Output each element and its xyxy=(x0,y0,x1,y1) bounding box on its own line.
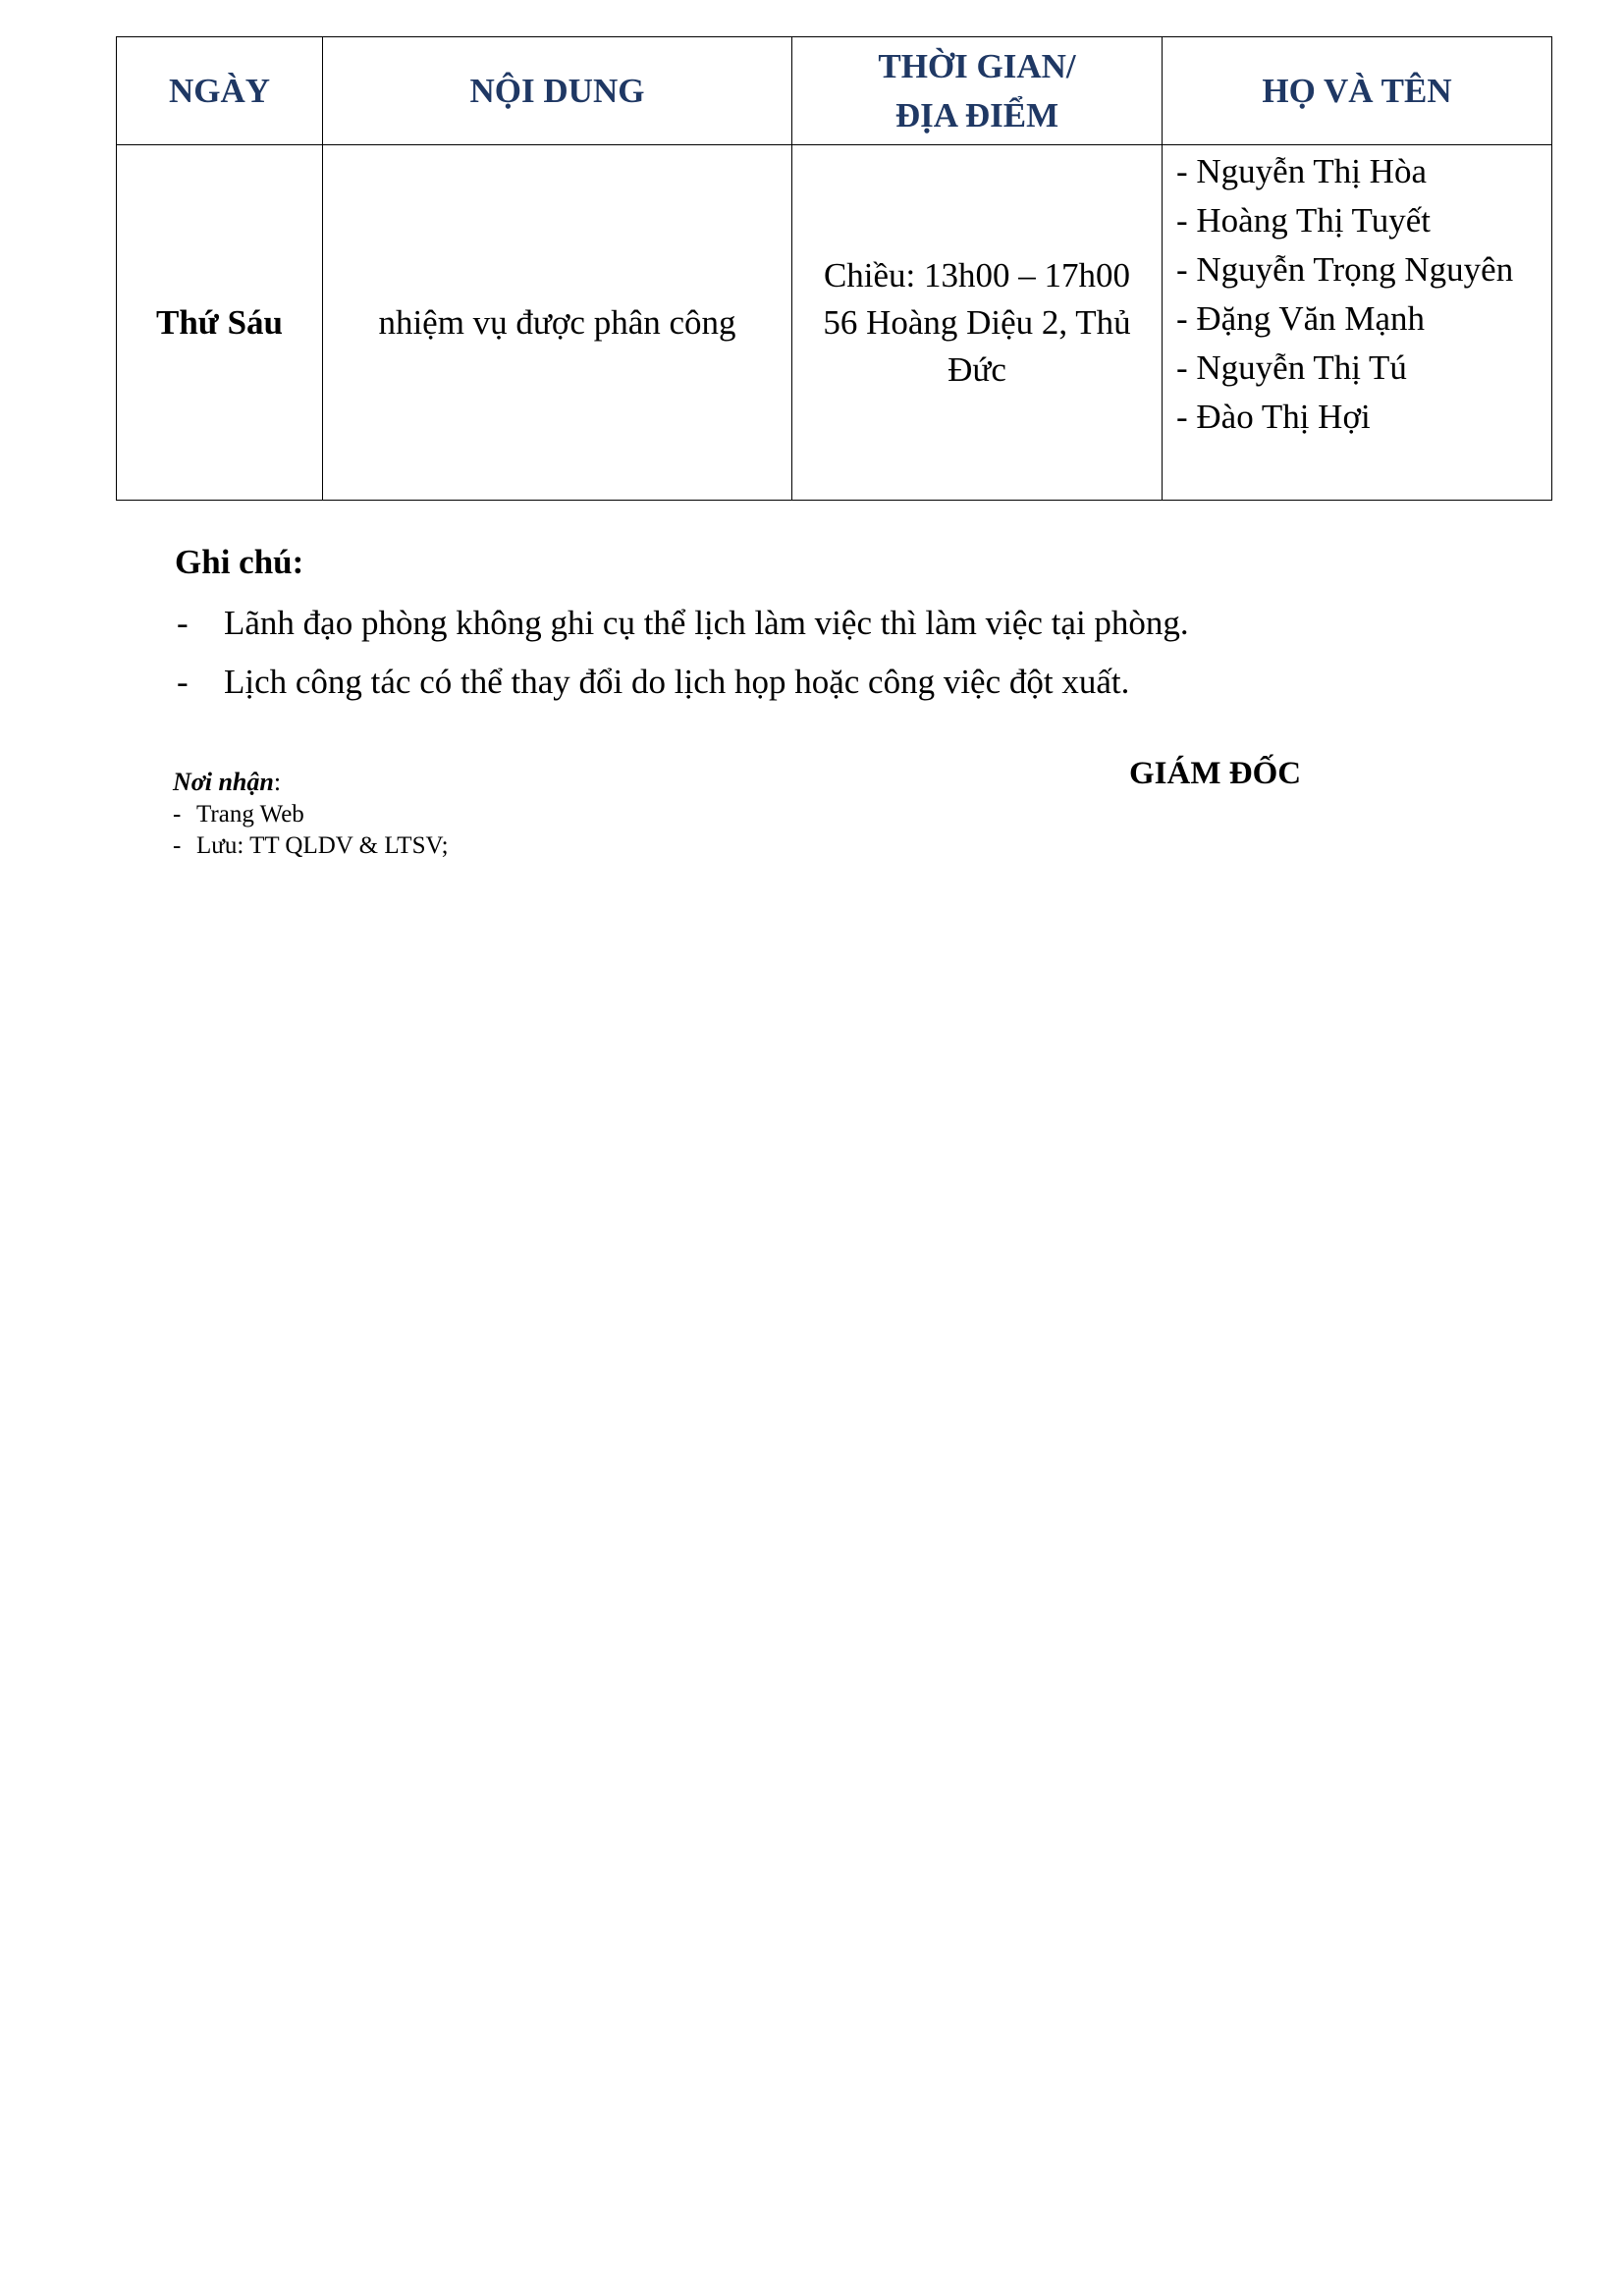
header-time: THỜI GIAN/ xyxy=(878,46,1076,85)
note-text: Lịch công tác có thể thay đổi do lịch họp hoặc công việc đột xuất. xyxy=(224,663,1130,701)
header-names: HỌ VÀ TÊN xyxy=(1163,37,1552,145)
cell-location: 56 Hoàng Diệu 2, Thủ Đức xyxy=(823,302,1131,389)
recipients-section xyxy=(173,766,762,862)
name-item: - Đặng Văn Mạnh xyxy=(1176,299,1426,338)
recipient-text: Lưu: TT QLDV & LTSV; xyxy=(196,832,449,859)
header-day: NGÀY xyxy=(117,37,323,145)
name-item: - Nguyễn Trọng Nguyên xyxy=(1176,250,1514,289)
cell-time-location xyxy=(792,145,1163,501)
recipient-dash: - xyxy=(173,801,182,828)
recipient-item xyxy=(173,830,762,862)
name-item: - Nguyễn Thị Hòa xyxy=(1176,152,1427,190)
name-item: - Hoàng Thị Tuyết xyxy=(1176,201,1431,240)
cell-time: Chiều: 13h00 – 17h00 xyxy=(823,255,1131,294)
note-dash: - xyxy=(177,604,189,642)
table-header-row xyxy=(117,37,1552,145)
note-item xyxy=(175,653,1353,712)
header-location: ĐỊA ĐIỂM xyxy=(894,95,1059,134)
signature-title: GIÁM ĐỐC xyxy=(1129,756,1302,791)
schedule-table xyxy=(116,36,1552,501)
recipients-title xyxy=(173,766,762,799)
recipient-dash: - xyxy=(173,832,182,859)
name-item: - Nguyễn Thị Tú xyxy=(1176,348,1407,387)
name-item: - Đào Thị Hợi xyxy=(1176,398,1371,436)
recipients-title-text: Nơi nhận xyxy=(173,768,274,796)
recipient-item xyxy=(173,799,762,830)
note-item xyxy=(175,594,1353,653)
notes-list xyxy=(175,594,1353,712)
header-time-location xyxy=(792,37,1163,145)
names-list xyxy=(1176,145,1551,442)
recipients-title-colon: : xyxy=(273,768,282,796)
cell-day: Thứ Sáu xyxy=(117,145,323,501)
table-row xyxy=(117,145,1552,501)
cell-names xyxy=(1163,145,1552,501)
cell-content: nhiệm vụ được phân công xyxy=(323,145,792,501)
header-content: NỘI DUNG xyxy=(323,37,792,145)
recipients-list xyxy=(173,799,762,862)
note-text: Lãnh đạo phòng không ghi cụ thể lịch làm việc thì làm việc tại phòng. xyxy=(224,604,1189,642)
notes-section xyxy=(175,535,1353,712)
recipient-text: Trang Web xyxy=(196,801,304,828)
notes-title: Ghi chú: xyxy=(175,543,304,581)
note-dash: - xyxy=(177,663,189,701)
